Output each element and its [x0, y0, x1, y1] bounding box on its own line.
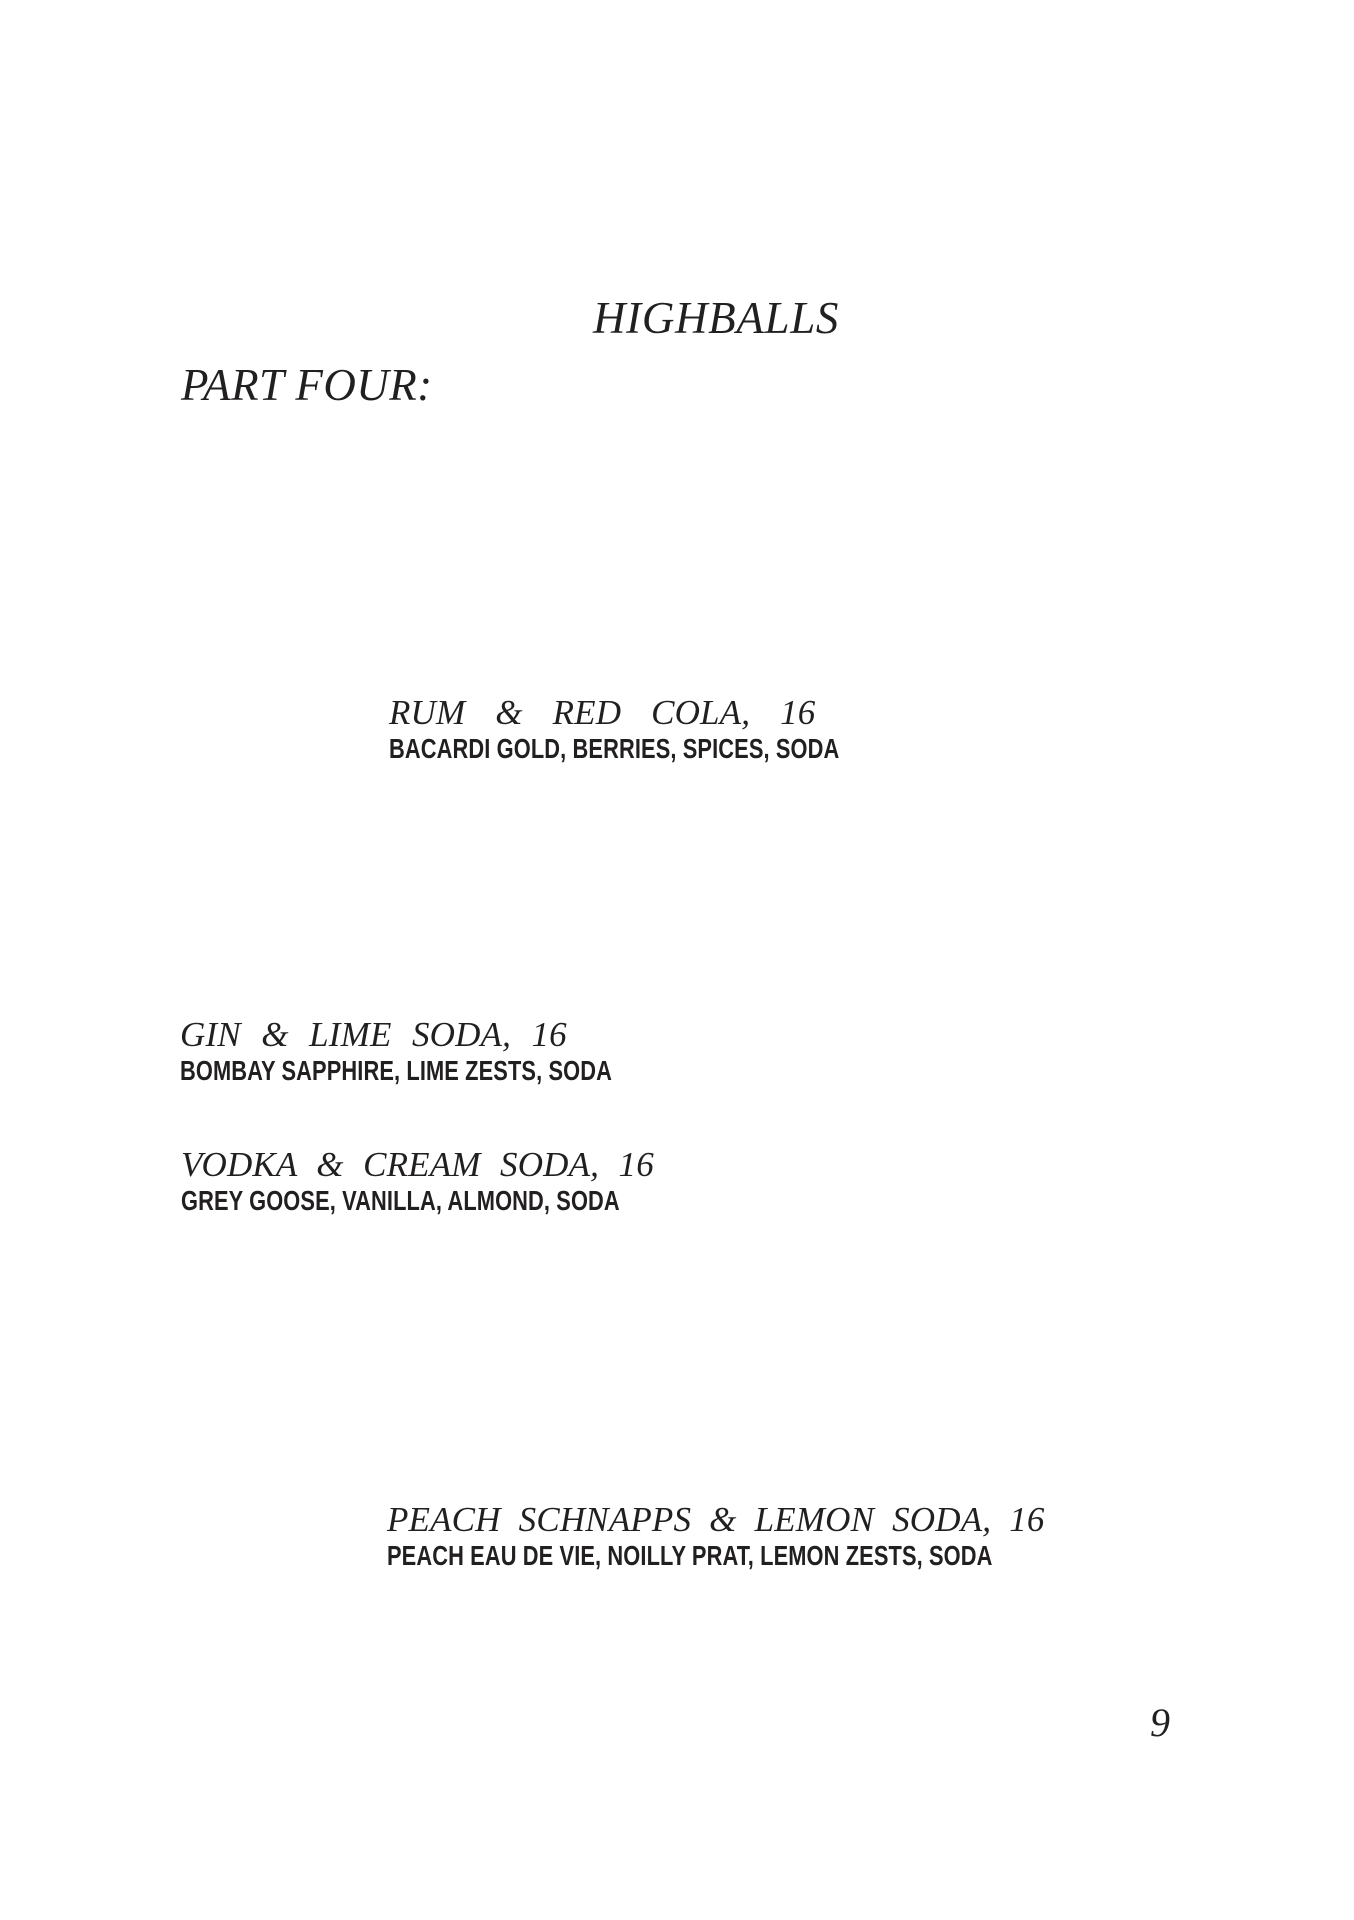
item-title: GIN & LIME SODA, 16	[180, 1015, 567, 1054]
item-description: GREY GOOSE, VANILLA, ALMOND, SODA	[181, 1185, 620, 1216]
item-title: VODKA & CREAM SODA, 16	[181, 1145, 654, 1184]
item-title: PEACH SCHNAPPS & LEMON SODA, 16	[387, 1500, 1045, 1539]
item-title: RUM & RED COLA, 16	[389, 693, 816, 732]
menu-item-peach-schnapps-lemon-soda	[387, 1502, 1163, 1570]
section-title: HIGHBALLS	[593, 293, 840, 343]
page-number: 9	[1150, 1700, 1170, 1745]
item-description: BOMBAY SAPPHIRE, LIME ZESTS, SODA	[180, 1055, 612, 1086]
menu-item-rum-red-cola	[389, 695, 966, 763]
part-label: PART FOUR:	[181, 360, 433, 410]
menu-item-gin-lime-soda	[180, 1017, 734, 1085]
item-description: PEACH EAU DE VIE, NOILLY PRAT, LEMON ZESTS, SODA	[387, 1540, 993, 1571]
item-description: BACARDI GOLD, BERRIES, SPICES, SODA	[389, 733, 840, 764]
menu-item-vodka-cream-soda	[181, 1147, 744, 1215]
